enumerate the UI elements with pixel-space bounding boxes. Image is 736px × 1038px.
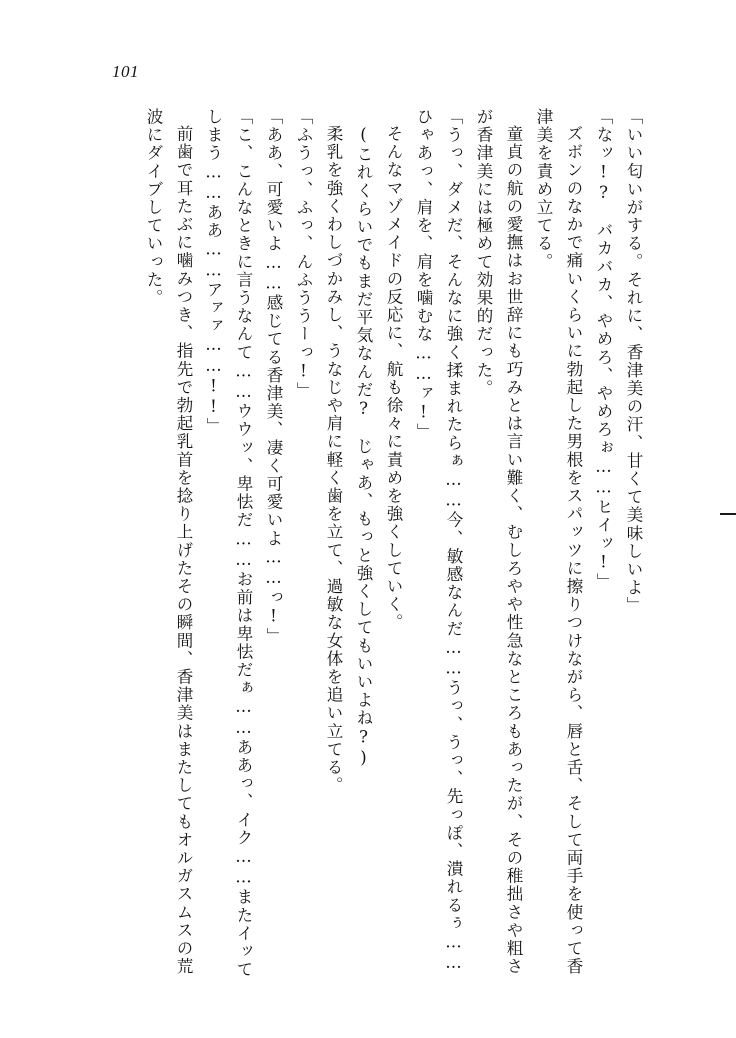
- paragraph: そんなマゾメイドの反応に、航も徐々に責めを強くしていく。: [384, 124, 403, 632]
- body-text-block: [88, 108, 648, 988]
- paragraph: 柔乳を強くわしづかみし、うなじや肩に軽く歯を立て、過敏な女体を追い立てる。: [324, 124, 343, 795]
- paragraph: 童貞の航の愛撫はお世辞にも巧みとは言い難く、むしろやや性急なところもあったが、その稚拙さや粗さが香津美には極めて効果的だった。: [474, 108, 523, 976]
- page-number: 101: [112, 62, 139, 81]
- edge-rule-mark: [720, 513, 736, 515]
- paragraph: 「こ、こんなときに言うなんて……ウウッ、卑怯だ……お前は卑怯だぁ……ああっ、イク……またイッてしまう……ああ……アァァ……!!」: [204, 108, 253, 979]
- paragraph: 前歯で耳たぶに噛みつき、指先で勃起乳首を捻り上げたその瞬間、香津美はまたしてもオルガスムスの荒波にダイブしていった。: [144, 108, 193, 976]
- paragraph: (これくらいでもまだ平気なんだ? じゃあ、もっと強くしてもいいよね?): [354, 124, 373, 768]
- paragraph: ズボンのなかで痛いくらいに勃起した男根をスパッツに擦りつけながら、唇と舌、そして両手を使って香津美を責め立てる。: [534, 108, 583, 976]
- paragraph: 「ああ、可愛いよ……感じてる香津美、凄く可愛いよ……っ!」: [264, 108, 283, 646]
- paragraph: 「ふうっ、ふっ、んふううーっ!」: [294, 108, 313, 401]
- paragraph: 「なッ!? バカバカ、やめろ、やめろぉ……ヒイッ!」: [594, 108, 613, 592]
- paragraph: 「いい匂いがする。それに、香津美の汗、甘くて美味しいよ」: [624, 108, 643, 615]
- paragraph: 「うっ、ダメだ、そんなに強く揉まれたらぁ……今、敏感なんだ……うっ、うっ、先っぽ、潰れるぅ……ひゃあっ、肩を、肩を噛むな……ァ!」: [414, 108, 463, 974]
